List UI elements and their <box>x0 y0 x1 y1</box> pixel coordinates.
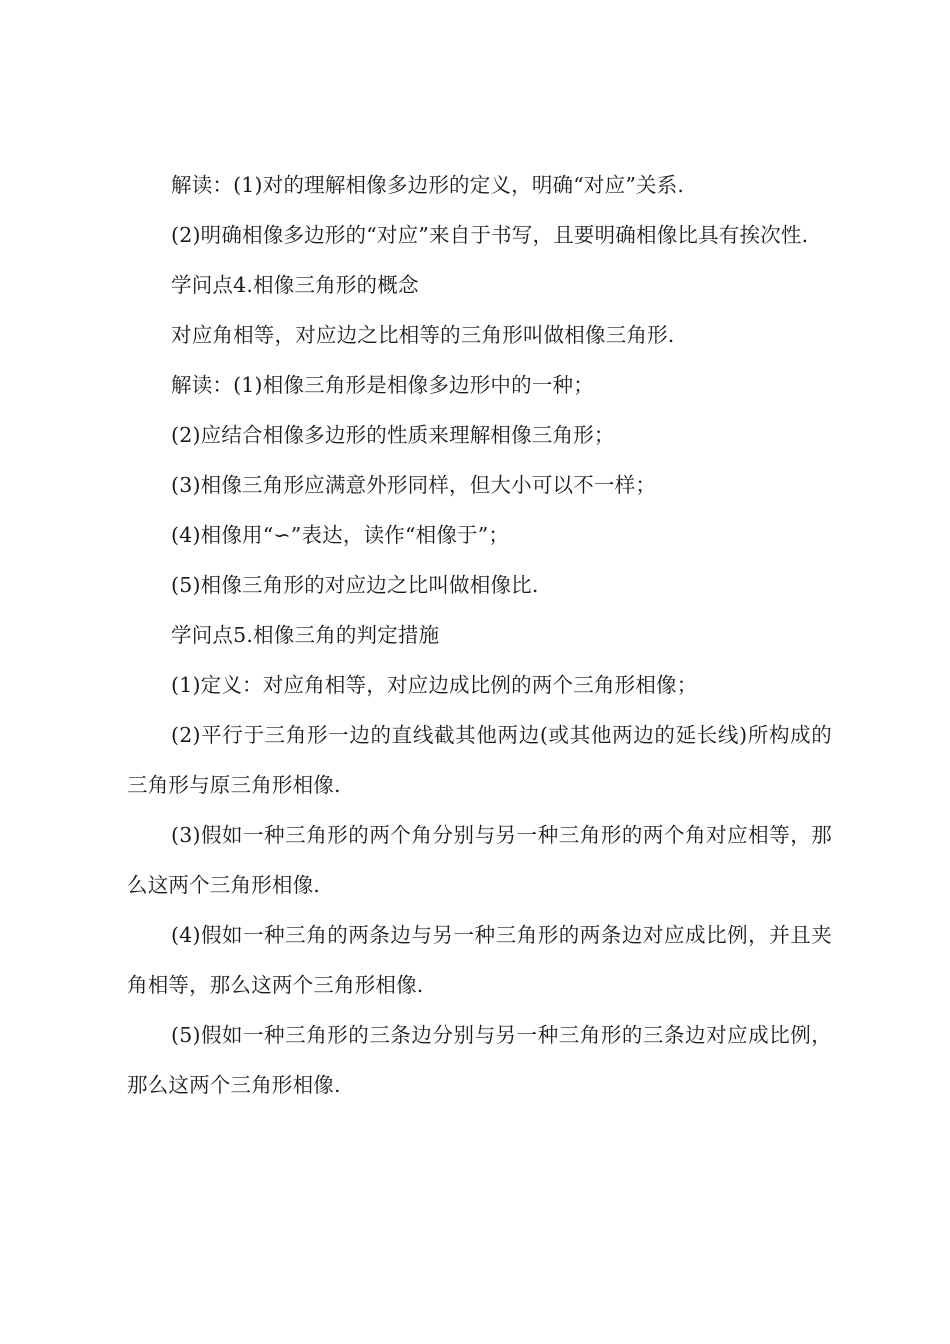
document-body <box>127 160 832 1110</box>
paragraph-6: (3)相像三角形应满意外形同样，但大小可以不一样； <box>171 473 657 497</box>
section-heading-4: 学问点4.相像三角形的概念 <box>171 273 419 297</box>
paragraph-7: (4)相像用“∽”表达，读作“相像于”； <box>171 523 510 547</box>
paragraph-13: (5)假如一种三角形的三条边分别与另一种三角形的三条边对应成比例，那么这两个三角形相像. <box>127 1023 832 1097</box>
paragraph-4: 解读：(1)相像三角形是相像多边形中的一种； <box>171 373 594 397</box>
paragraph-8: (5)相像三角形的对应边之比叫做相像比. <box>171 573 539 597</box>
paragraph-12: (4)假如一种三角的两条边与另一种三角形的两条边对应成比例，并且夹角相等，那么这两个三角形相像. <box>127 923 832 997</box>
paragraph-3: 对应角相等，对应边之比相等的三角形叫做相像三角形. <box>171 323 675 347</box>
paragraph-10: (2)平行于三角形一边的直线截其他两边(或其他两边的延长线)所构成的三角形与原三角形相像. <box>127 723 832 797</box>
paragraph-2: (2)明确相像多边形的“对应”来自于书写，且要明确相像比具有挨次性. <box>171 223 809 247</box>
paragraph-5: (2)应结合相像多边形的性质来理解相像三角形； <box>171 423 615 447</box>
paragraph-1: 解读：(1)对的理解相像多边形的定义，明确“对应”关系. <box>171 173 685 197</box>
paragraph-9: (1)定义：对应角相等，对应边成比例的两个三角形相像； <box>171 673 698 697</box>
section-heading-5: 学问点5.相像三角的判定措施 <box>171 623 440 647</box>
paragraph-11: (3)假如一种三角形的两个角分别与另一种三角形的两个角对应相等，那么这两个三角形相像. <box>127 823 832 897</box>
